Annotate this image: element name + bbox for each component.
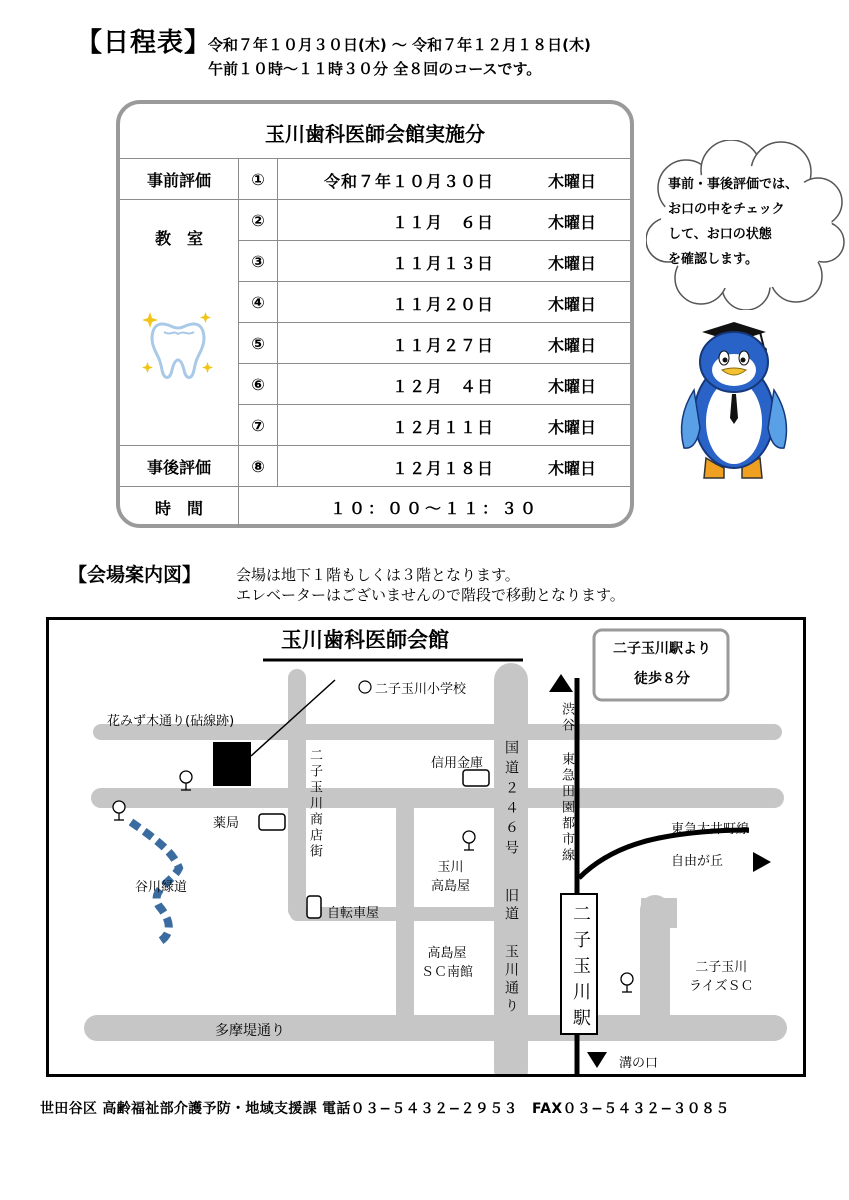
rise-sc-label: 二子玉川 <box>695 960 748 975</box>
contact-footer: 世田谷区 高齢福祉部介護予防・地域支援課 電話０３−５４３２−２９５３ FAX０３−５４３２−３０８５ <box>40 1101 730 1117</box>
session-date: 令和７年１０月３０日 <box>323 172 494 191</box>
pre-eval-label: 事前評価 <box>120 159 239 200</box>
session-day: 木曜日 <box>547 295 596 314</box>
session-date: １２月 ４日 <box>391 377 494 396</box>
session-number: ② <box>239 200 278 241</box>
session-day: 木曜日 <box>547 254 596 273</box>
post-office-icon <box>619 972 635 994</box>
shibuya-label: 渋谷 <box>559 702 574 734</box>
jiyugaoka-label: 自由が丘 <box>671 854 724 869</box>
session-number: ⑥ <box>239 364 278 405</box>
class-label: 教 室 <box>154 229 203 248</box>
station-walk-line-2: 徒歩８分 <box>634 671 690 687</box>
tamagawa-takashimaya-label: 玉川 <box>437 860 464 875</box>
building-name: 玉川歯科医師会館 <box>281 628 449 652</box>
oimachi-line-label: 東急大井町線 <box>671 822 750 837</box>
session-day: 木曜日 <box>547 336 596 355</box>
shoutengai-label: 二子玉川商店街 <box>307 748 322 860</box>
station-walk-line-1: 二子玉川駅より <box>613 641 711 657</box>
session-date: １２月１８日 <box>391 459 494 478</box>
table-row <box>120 487 630 528</box>
tooth-icon <box>142 308 214 386</box>
table-row <box>120 446 630 487</box>
table-row <box>120 200 630 241</box>
post-office-icon <box>178 770 194 792</box>
old-road-label: 旧道 <box>503 888 519 924</box>
session-day: 木曜日 <box>547 459 596 478</box>
post-office-icon <box>461 830 477 852</box>
station-label: 二子玉川駅 <box>570 904 591 1034</box>
post-office-icon <box>111 800 127 822</box>
tamagawa-dori-label: 玉川通り <box>503 944 519 1016</box>
post-eval-label: 事後評価 <box>120 446 239 487</box>
session-number: ① <box>239 159 278 200</box>
venue-note-1: 会場は地下１階もしくは３階となります。 <box>236 566 520 584</box>
schedule-card-title: 玉川歯科医師会館実施分 <box>265 122 485 146</box>
session-day: 木曜日 <box>547 213 596 232</box>
cloud-text: 事前・事後評価では、 お口の中をチェック して、お口の状態 を確認します。 <box>668 177 799 267</box>
school-label: 二子玉川小学校 <box>375 682 467 697</box>
schedule-time-summary: 午前１０時〜１１時３０分 全８回のコースです。 <box>208 60 542 78</box>
session-number: ⑦ <box>239 405 278 446</box>
schedule-card <box>116 100 634 528</box>
venue-heading: 【会場案内図】 <box>68 564 202 586</box>
session-date: １２月１１日 <box>391 418 494 437</box>
session-date: １１月１３日 <box>391 254 494 273</box>
bike-shop-label: 自転車屋 <box>327 906 380 921</box>
route246-label: 国道２４６号 <box>503 740 519 860</box>
tamazutsumi-label: 多摩堤通り <box>215 1023 285 1039</box>
session-date: １１月 ６日 <box>391 213 494 232</box>
class-label-cell <box>120 200 239 446</box>
venue-map: 玉川歯科医師会館 二子玉川駅より 徒歩８分 二子玉川小学校 花みず木通り(砧線跡) 信用金庫 薬局 自転車屋 谷川緑道 玉川 高島屋 高島屋 ＳＣ南館 二子玉川 ライズＳＣ 多摩堤通り 二子玉川商店街 国道２４６号 旧道 玉川通り 渋谷 東急田園都市線 東急大井町線 自由が丘 二子玉川駅 溝の口 <box>46 617 806 1077</box>
session-day: 木曜日 <box>547 418 596 437</box>
venue-note-2: エレベーターはございませんので階段で移動となります。 <box>236 586 625 604</box>
table-row <box>120 159 630 200</box>
schedule-heading: 【日程表】 <box>76 28 212 58</box>
penguin-mascot-icon <box>672 318 792 488</box>
pharmacy-label: 薬局 <box>213 816 240 831</box>
session-number: ⑤ <box>239 323 278 364</box>
bank-label: 信用金庫 <box>431 756 484 771</box>
session-number: ④ <box>239 282 278 323</box>
hanamizuki-label: 花みず木通り(砧線跡) <box>107 714 235 729</box>
session-number: ③ <box>239 241 278 282</box>
denentoshi-line-label: 東急田園都市線 <box>559 752 574 864</box>
schedule-period: 令和７年１０月３０日(木) 〜 令和７年１２月１８日(木) <box>208 36 591 54</box>
mizonokuchi-label: 溝の口 <box>619 1056 659 1071</box>
takashimaya-sc-label: 高島屋 <box>427 946 467 961</box>
session-day: 木曜日 <box>547 172 596 191</box>
time-label: 時 間 <box>120 487 239 528</box>
session-day: 木曜日 <box>547 377 596 396</box>
session-date: １１月２７日 <box>391 336 494 355</box>
schedule-table <box>120 158 630 527</box>
tanigawa-label: 谷川緑道 <box>135 880 188 895</box>
session-date: １１月２０日 <box>391 295 494 314</box>
session-number: ⑧ <box>239 446 278 487</box>
time-value: １０：００〜１１：３０ <box>239 487 631 528</box>
